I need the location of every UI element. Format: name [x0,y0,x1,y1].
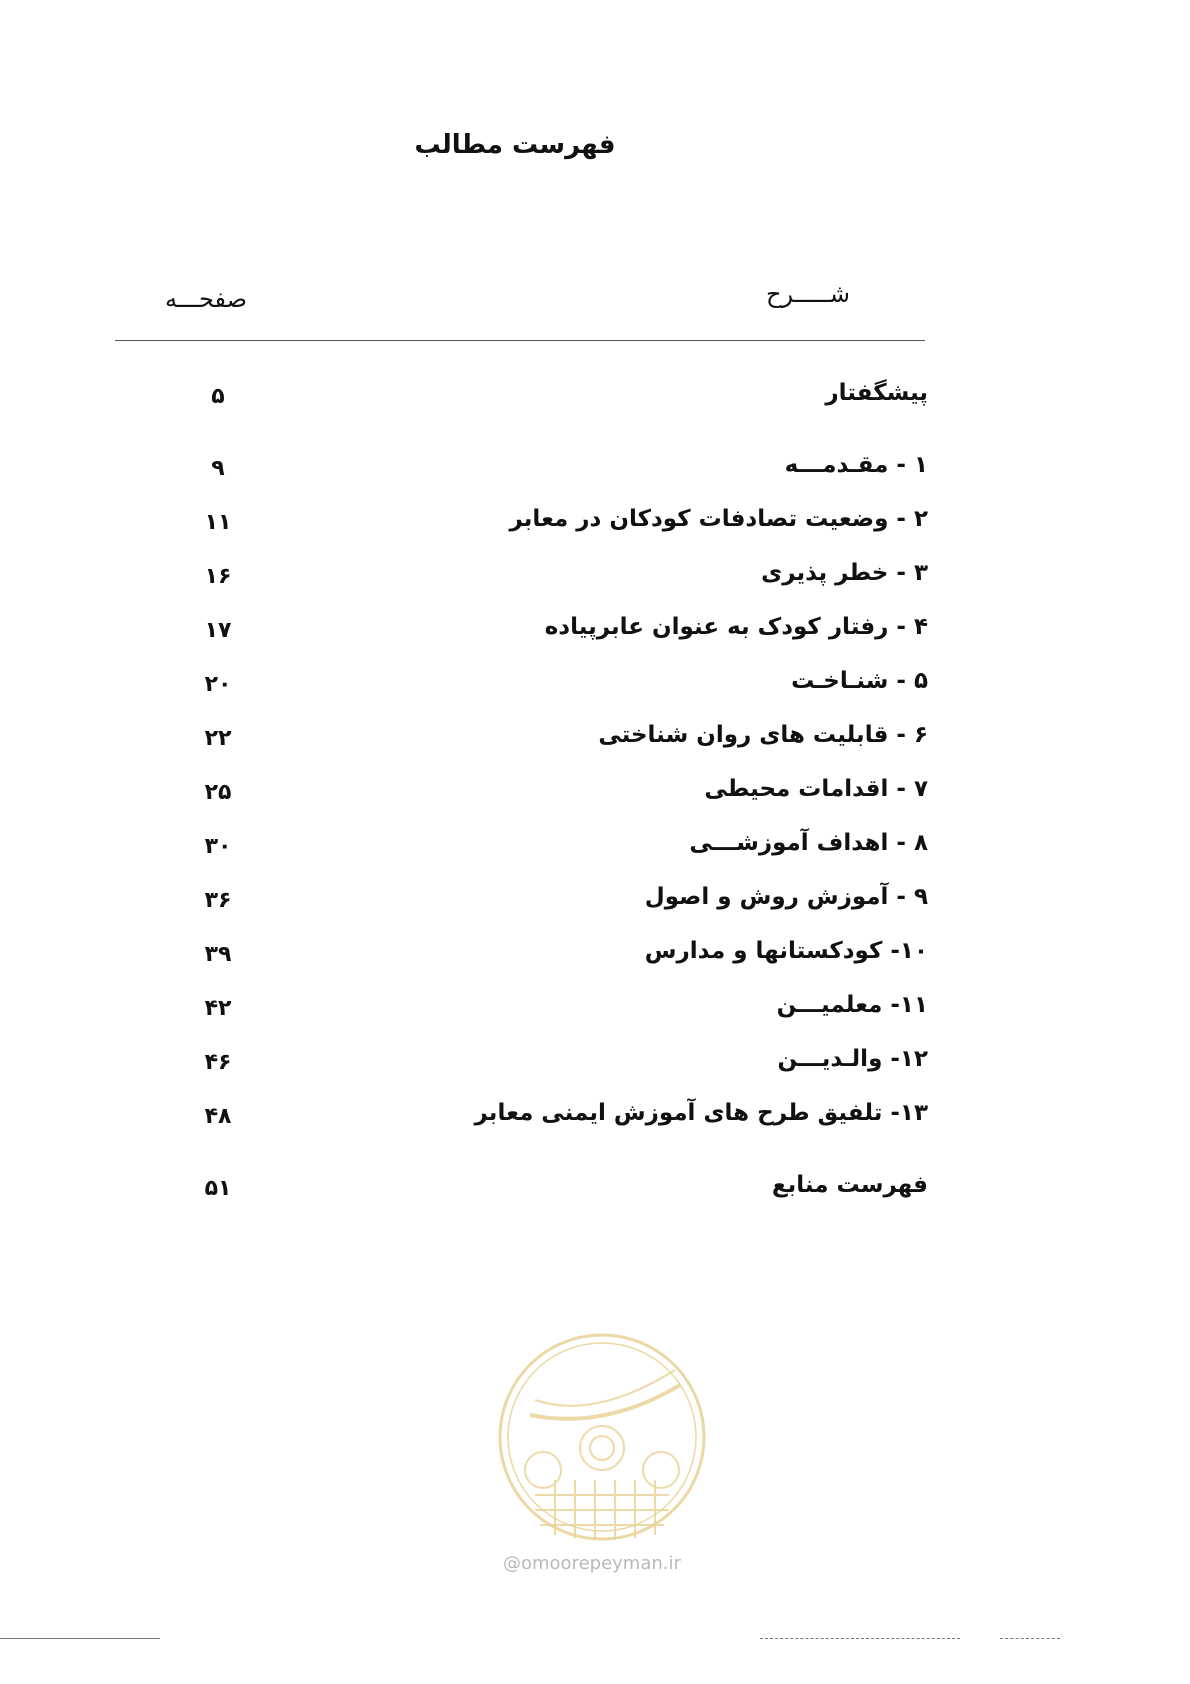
watermark-url: @omoorepeyman.ir [503,1553,681,1574]
toc-page-number: ۲۵ [204,780,232,805]
toc-title: ۵ - شنـاخـت [791,668,928,694]
toc-page-number: ۳۹ [204,942,232,967]
column-header-description: شـــــرح [766,280,850,308]
toc-row-references [0,1172,1190,1226]
toc-page-number: ۵۱ [204,1176,232,1201]
toc-row [0,992,1190,1046]
toc-page-number: ۳۰ [204,834,232,859]
toc-title: ۷ - اقدامات محیطی [704,776,928,802]
toc-title: ۴ - رفتار کودک به عنوان عابرپیاده [544,614,928,640]
toc-page-number: ۴۲ [204,996,232,1021]
toc-row-preface [0,380,1190,452]
footer-divider [0,1638,160,1639]
toc-title: ۱۱- معلمیـــن [776,992,928,1018]
header-divider [115,340,925,341]
toc-page-number: ۱۶ [204,564,232,589]
toc-page-number: ۵ [211,384,225,409]
toc-title: ۱۰- کودکستانها و مدارس [644,938,928,964]
toc-page-number: ۱۷ [204,618,232,643]
toc-row [0,776,1190,830]
toc-title: ۶ - قابلیت های روان شناختی [598,722,928,748]
toc-title: ۳ - خطر پذیری [761,560,928,586]
toc-row [0,452,1190,506]
toc-row [0,1100,1190,1172]
toc-page-number: ۲۲ [204,726,232,751]
toc-title: فهرست منابع [771,1172,928,1198]
toc-row [0,668,1190,722]
page-title: فهرست مطالب [414,130,616,160]
toc-page-number: ۱۱ [204,510,232,535]
toc-title: ۸ - اهداف آموزشـــی [689,830,928,856]
toc-row [0,884,1190,938]
toc-row [0,614,1190,668]
watermark-logo-icon [495,1330,709,1544]
toc-title: ۱۳- تلفیق طرح های آموزش ایمنی معابر [474,1100,928,1126]
toc-page-number: ۲۰ [204,672,232,697]
table-of-contents [0,380,1190,1226]
toc-title: ۹ - آموزش روش و اصول [644,884,928,910]
toc-title: ۱۲- والـدیـــن [777,1046,928,1072]
toc-row [0,938,1190,992]
footer-divider [1000,1638,1060,1639]
toc-page-number: ۴۸ [204,1104,232,1129]
toc-title: ۲ - وضعیت تصادفات کودکان در معابر [509,506,928,532]
toc-row [0,722,1190,776]
toc-title: پیشگفتار [825,380,928,406]
toc-page-number: ۹ [211,456,225,481]
toc-page-number: ۳۶ [204,888,232,913]
toc-row [0,560,1190,614]
toc-row [0,830,1190,884]
column-header-page: صفحـــه [165,285,247,313]
footer-divider [760,1638,960,1639]
toc-title: ۱ - مقـدمـــه [784,452,928,478]
toc-page-number: ۴۶ [204,1050,232,1075]
toc-row [0,1046,1190,1100]
toc-row [0,506,1190,560]
